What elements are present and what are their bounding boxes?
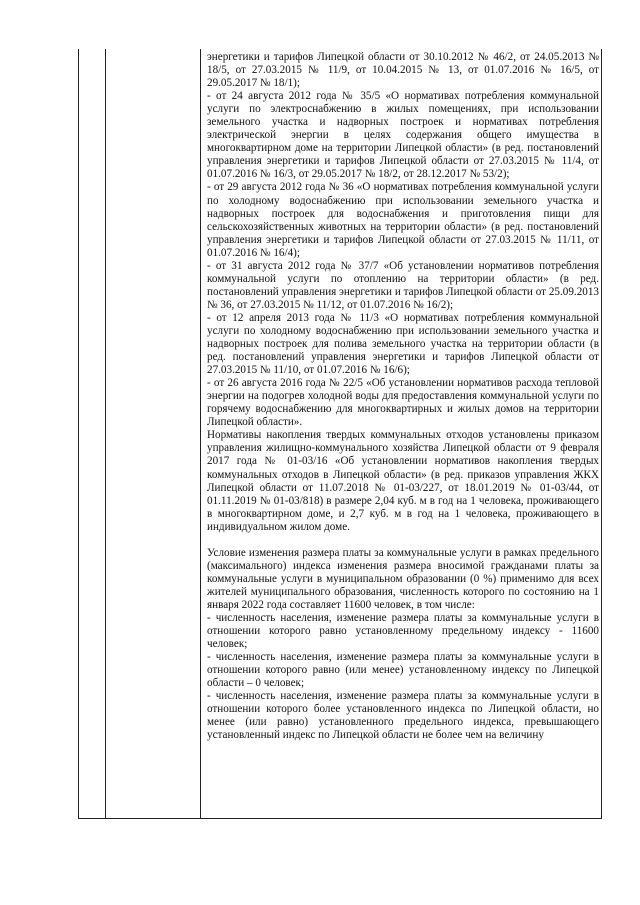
paragraph-3: - от 29 августа 2012 года № 36 «О нормативах потребления коммунальной услуги по холодному водоснабжению при использовании земельного участка и надворных построек для водоснабжения и приготовления пищи для сельскохозяйственных животных на территории области» (в ред. постановлений управления энергетики и тарифов Липецкой области от 27.03.2015 № 11/11, от 01.07.2016 № 16/4);: [207, 181, 599, 259]
paragraph-5: - от 12 апреля 2013 года № 11/3 «О нормативах потребления коммунальной услуги по холодному водоснабжению при использовании земельного участка и надворных построек для полива земельного участка на территории области (в ред. постановлений управления энергетики и тарифов Липецкой области от 27.03.2015 № 11/10, от 01.07.2016 № 16/6);: [207, 311, 599, 377]
table-column-divider-2: [200, 49, 201, 818]
paragraph-7: Нормативы накопления твердых коммунальных отходов установлены приказом управления жилищно-коммунального хозяйства Липецкой области от 9 февраля 2017 года № 01-03/16 «Об установлении нормативов накопления твердых коммунальных отходов в Липецкой области» (в ред. приказов управления ЖКХ Липецкой области от 11.07.2018 № 01-03/227, от 18.01.2019 № 01-03/44, от 01.11.2019 № 01-03/818) в размере 2,04 куб. м в год на 1 человека, проживающего в многоквартирном доме, и 2,7 куб. м в год на 1 человека, проживающего в индивидуальном жилом доме.: [207, 429, 599, 533]
paragraph-11: - численность населения, изменение размера платы за коммунальные услуги в отношении которого более установленного индекса по Липецкой области, но менее (или равно) установленного предельного индекса, превышающего установленный индекс по Липецкой области не более чем на величину: [207, 690, 599, 742]
table-cell-text: [207, 51, 599, 742]
paragraph-9: - численность населения, изменение размера платы за коммунальные услуги в отношении которого равно установленному предельному индексу - 11600 человек;: [207, 611, 599, 651]
table-column-divider-1: [105, 49, 106, 818]
paragraph-10: - численность населения, изменение размера платы за коммунальные услуги в отношении которого равно (или менее) установленному индексу по Липецкой области – 0 человек;: [207, 651, 599, 690]
paragraph-4: - от 31 августа 2012 года № 37/7 «Об установлении нормативов потребления коммунальной услуги по отоплению на территории области» (в ред. постановлений управления энергетики и тарифов Липецкой области от 25.09.2013 № 36, от 27.03.2015 № 11/12, от 01.07.2016 № 16/2);: [207, 259, 599, 311]
paragraph-6: - от 26 августа 2016 года № 22/5 «Об установлении нормативов расхода тепловой энергии на подогрев холодной воды для предоставления коммунальной услуги по горячему водоснабжению для многоквартирных и жилых домов на территории Липецкой области».: [207, 377, 599, 429]
paragraph-8: Условие изменения размера платы за коммунальные услуги в рамках предельного (максимального) индекса изменения размера вносимой гражданами платы за коммунальные услуги в муниципальном образовании (0 %) применимо для всех жителей муниципального образования, численность которого по состоянию на 1 января 2022 года составляет 11600 человек, в том числе:: [207, 546, 599, 611]
document-table: [78, 49, 602, 819]
paragraph-2: - от 24 августа 2012 года № 35/5 «О нормативах потребления коммунальной услуги по электроснабжению в жилых помещениях, при использовании земельного участка и надворных построек и нормативах потребления электрической энергии в целях содержания общего имущества в многоквартирном доме на территории Липецкой области» (в ред. постановлений управления энергетики и тарифов Липецкой области от 27.03.2015 № 11/4, от 01.07.2016 № 16/3, от 29.05.2017 № 18/2, от 28.12.2017 № 53/2);: [207, 90, 599, 181]
paragraph-1: энергетики и тарифов Липецкой области от 30.10.2012 № 46/2, от 24.05.2013 № 18/5, от 27.03.2015 № 11/9, от 10.04.2015 № 13, от 01.07.2016 № 16/5, от 29.05.2017 № 18/1);: [207, 51, 599, 90]
